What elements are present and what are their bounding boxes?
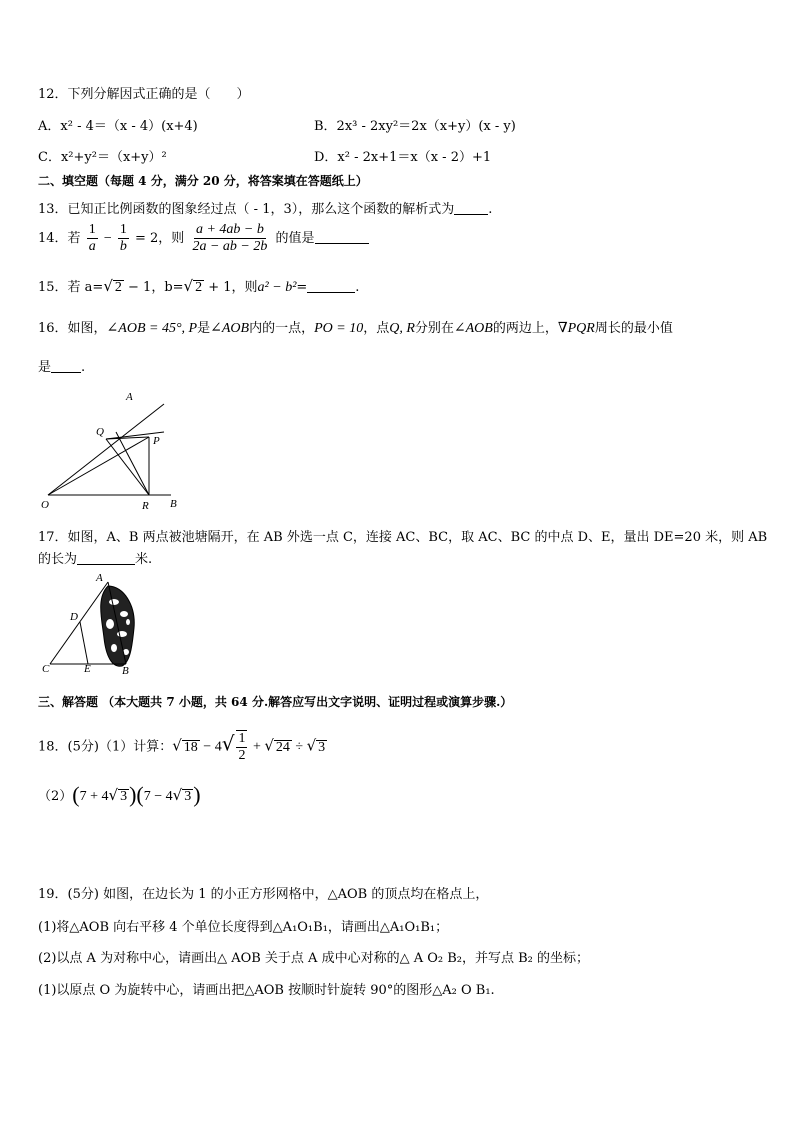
q15-prefix: 15．若 a= <box>38 280 104 295</box>
q19-part-3: (1)以原点 O 为旋转中心，请画出把△AOB 按顺时针旋转 90°的图形△A₂ O B₁. <box>38 983 495 998</box>
q18-p2-sqrt3a: 3 <box>120 789 128 804</box>
q17-answer-blank[interactable] <box>77 552 135 565</box>
q18-p2-a: 7 + 4 <box>79 789 109 804</box>
q16-f: 的两边上， <box>492 321 558 336</box>
q17-line-2 <box>38 548 152 567</box>
q18-p2-b: 7 − 4 <box>143 789 173 804</box>
q16-line-q-r <box>116 432 149 495</box>
q17-line-ac <box>50 582 108 664</box>
q16-label-r: R <box>142 500 149 512</box>
q16-end: . <box>81 360 86 375</box>
q18-p2-label: （2） <box>38 789 73 804</box>
q15-mid-1: − 1，b= <box>123 280 184 295</box>
q18-label: 18．(5分)（1）计算： <box>38 739 173 755</box>
q16-b: 是 <box>197 321 211 336</box>
q18-sqrt-24: 24 <box>275 739 290 755</box>
q19-stem: 19．(5分) 如图，在边长为 1 的小正方形网格中，△AOB 的顶点均在格点上， <box>38 887 489 902</box>
q16-c: 内的一点， <box>249 321 315 336</box>
q19-part-1: (1)将△AOB 向右平移 4 个单位长度得到△A₁O₁B₁，请画出△A₁O₁B₁； <box>38 920 449 935</box>
q15-end: . <box>355 280 360 295</box>
q13-answer-blank[interactable] <box>454 202 488 215</box>
q17-label-a: A <box>96 572 103 584</box>
q16-d: ，点 <box>363 321 390 336</box>
q16-line-1 <box>38 317 673 337</box>
q16-line2-text: 是 <box>38 360 52 375</box>
q14-eq: = 2，则 <box>135 231 185 246</box>
q14-minus: − <box>103 231 112 246</box>
q16-label-a: A <box>126 391 133 403</box>
q16-qr: Q, R <box>389 321 415 336</box>
q16-label-o: O <box>41 499 49 511</box>
q16-label-b: B <box>170 498 177 510</box>
q16-answer-blank[interactable] <box>51 360 81 373</box>
q12-option-c: C．x²+y²＝（x+y）² <box>38 150 167 165</box>
q12-option-b: B．2x³ - 2xy²＝2x（x+y）(x - y) <box>314 119 516 134</box>
q14-frac-expression: $\frac{a + 4ab - b}{2a - ab - 2b}$ <box>192 222 268 254</box>
q17-figure <box>40 572 140 678</box>
q18-sqrt-18: 18 <box>183 739 198 755</box>
q15-answer-blank[interactable] <box>307 280 355 293</box>
q16-a: 16．如图， <box>38 321 107 336</box>
q15-expr: a² − b² <box>257 280 297 295</box>
q12-option-a: A．x² - 4＝（x - 4）(x+4) <box>38 119 198 134</box>
q18-part-1: 18．(5分)（1）计算：√ 18 − 4√ $\frac{1}{2}$ + √ 24 ÷ √ 3 <box>38 731 326 763</box>
q18-minus-4: − 4 <box>199 739 222 755</box>
q12-stem: 12．下列分解因式正确的是（ ） <box>38 87 250 102</box>
section-3-heading: 三、解答题 （本大题共 7 小题，共 64 分.解答应写出文字说明、证明过程或演算步骤.） <box>38 695 513 709</box>
q17-label-b: B <box>122 665 129 677</box>
q16-g: 周长的最小值 <box>594 321 673 336</box>
q18-part-2: （2）(7 + 4√ 3)(7 − 4√ 3) <box>38 782 201 807</box>
q14-frac-1-over-b: $\frac{1}{b}$ <box>119 222 127 254</box>
q13 <box>38 198 492 217</box>
q17-line-1: 17．如图，A、B 两点被池塘隔开，在 AB 外选一点 C，连接 AC、BC，取 AC、BC 的中点 D、E，量出 DE=20 米，则 AB <box>38 530 768 545</box>
q13-text: 13．已知正比例函数的图象经过点（ - 1，3），那么这个函数的解析式为 <box>38 202 455 217</box>
q17-line-de <box>80 622 88 664</box>
q13-end: . <box>488 202 493 217</box>
q16-line-2 <box>38 356 85 375</box>
q16-ray-oa <box>48 404 164 495</box>
q19-part-2: (2)以点 A 为对称中心，请画出△ AOB 关于点 A 成中心对称的△ A O₂ B₂，并写点 B₂ 的坐标； <box>38 951 590 966</box>
q14-frac-1-over-a: $\frac{1}{a}$ <box>88 222 96 254</box>
q15-mid-2: + 1，则 <box>204 280 258 295</box>
q15-sqrt-2b: 2 <box>195 280 203 295</box>
q15-sqrt-2: 2 <box>114 280 122 295</box>
q18-div: ÷ <box>291 739 307 755</box>
q14 <box>38 222 369 255</box>
q18-sqrt-3: 3 <box>318 739 326 755</box>
q16-angle: ∠AOB = 45°, P <box>106 321 198 336</box>
q14-suffix: 的值是 <box>275 231 315 246</box>
q15-eq: = <box>296 280 308 295</box>
q16-tri: ∇PQR <box>557 321 595 336</box>
q17-label-c: C <box>42 663 50 675</box>
q18-plus: + <box>249 739 265 755</box>
q16-e: 分别在 <box>414 321 454 336</box>
section-2-heading: 二、填空题（每题 4 分，满分 20 分，将答案填在答题纸上） <box>38 174 368 188</box>
q17-label-d: D <box>70 611 78 623</box>
q18-p2-sqrt3b: 3 <box>184 789 192 804</box>
q16-line-qr <box>106 439 149 495</box>
q12-option-d: D．x² - 2x+1＝x（x - 2）+1 <box>314 150 492 165</box>
q14-answer-blank[interactable] <box>315 231 369 244</box>
q18-frac-half: $\frac{1}{2}$ <box>238 731 246 763</box>
q14-prefix: 14．若 <box>38 231 81 246</box>
q17-line2-text: 的长为 <box>38 552 78 567</box>
q16-po: PO = 10 <box>314 321 364 336</box>
q16-figure <box>36 388 186 516</box>
q17-end: 米. <box>135 552 153 567</box>
q16-label-q: Q <box>96 426 104 438</box>
q17-label-e: E <box>84 663 91 675</box>
q15: 15．若 a=√ 2 − 1，b=√ 2 + 1，则a² − b²= . <box>38 277 360 295</box>
q16-angle3: ∠AOB <box>453 321 493 336</box>
q16-label-p: P <box>153 435 160 447</box>
q16-angle2: ∠AOB <box>210 321 250 336</box>
